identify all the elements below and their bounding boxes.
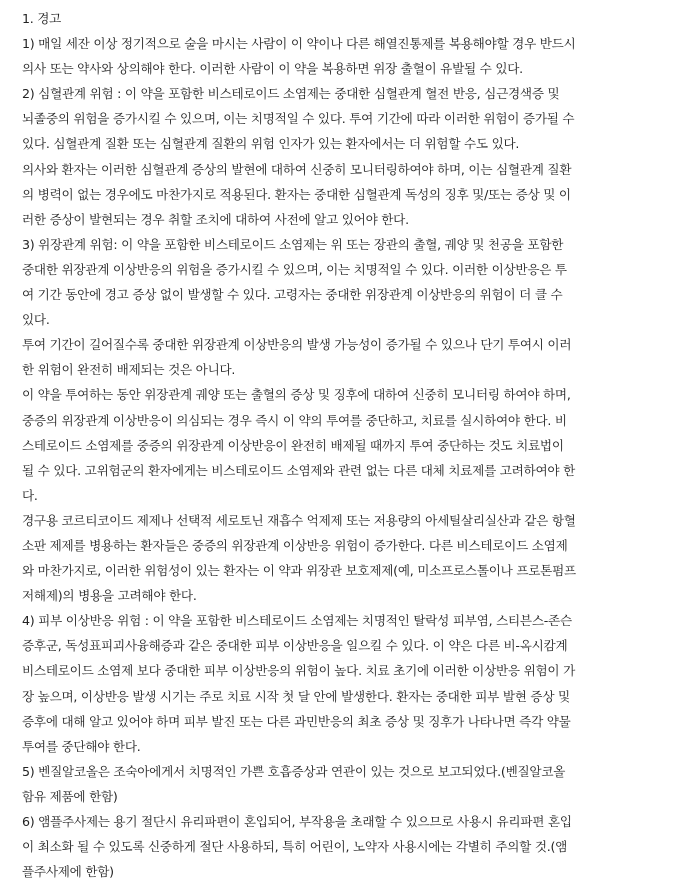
text-line: 4) 피부 이상반응 위험 : 이 약을 포함한 비스테로이드 소염제는 치명적인 탈락성 피부염, 스티븐스-존슨 [22,613,572,629]
text-line: 한 위험이 완전히 배제되는 것은 아니다. [22,362,236,378]
text-line: 여 기간 동안에 경고 증상 없이 발생할 수 있다. 고령자는 중대한 위장관계 이상반응의 위험이 더 클 수 [22,287,563,303]
text-line: 투여를 중단해야 한다. [22,738,141,754]
text-line: 의사와 환자는 이러한 심혈관계 증상의 발현에 대하여 신중히 모니터링하여야 하며, 이는 심혈관계 질환 [22,161,572,177]
text-line: 저해제)의 병용을 고려해야 한다. [22,588,197,604]
text-line: 의사 또는 약사와 상의해야 한다. 이러한 사람이 이 약을 복용하면 위장 출혈이 유발될 수 있다. [22,61,523,77]
text-line: 중대한 위장관계 이상반응의 위험을 증가시킬 수 있으며, 이는 치명적일 수 있다. 이러한 이상반응은 투 [22,261,567,277]
text-line: 러한 증상이 발현되는 경우 취할 조치에 대하여 사전에 알고 있어야 한다. [22,211,409,227]
text-line: 의 병력이 없는 경우에도 마찬가지로 적용된다. 환자는 중대한 심혈관계 독성의 징후 및/또는 증상 및 이 [22,186,571,202]
text-line: 플주사제에 한함) [22,864,114,880]
text-line: 증후군, 독성표피괴사융해증과 같은 중대한 피부 이상반응을 일으킬 수 있다. 이 약은 다른 비-옥시캄계 [22,638,568,654]
text-line: 소판 제제를 병용하는 환자들은 중증의 위장관계 이상반응 위험이 증가한다. 다른 비스테로이드 소염제 [22,537,568,553]
text-line: 투여 기간이 길어질수록 중대한 위장관계 이상반응의 발생 가능성이 증가될 수 있으나 단기 투여시 이러 [22,337,572,353]
text-line: 2) 심혈관계 위험 : 이 약을 포함한 비스테로이드 소염제는 중대한 심혈관계 혈전 반응, 심근경색증 및 [22,86,560,102]
section-heading: 1. 경고 [22,11,62,26]
text-line: 경구용 코르티코이드 제제나 선택적 세로토닌 재흡수 억제제 또는 저용량의 아세틸살리실산과 같은 항혈 [22,512,576,528]
text-line: 중증의 위장관계 이상반응이 의심되는 경우 즉시 이 약의 투여를 중단하고, 치료를 실시하여야 한다. 비 [22,412,567,428]
text-line: 와 마찬가지로, 이러한 위험성이 있는 환자는 이 약과 위장관 보호제제(예, 미소프로스톨이나 프로톤펌프 [22,563,576,579]
text-line: 함유 제품에 한함) [22,788,118,804]
text-line: 비스테로이드 소염제 보다 중대한 피부 이상반응의 위험이 높다. 치료 초기에 이러한 이상반응 위험이 가 [22,663,575,679]
text-line: 스테로이드 소염제를 중증의 위장관계 이상반응이 완전히 배제될 때까지 투여 중단하는 것도 치료법이 [22,437,564,453]
text-line: 1) 매일 세잔 이상 정기적으로 술을 마시는 사람이 이 약이나 다른 해열진통제를 복용해야할 경우 반드시 [22,36,576,52]
text-line: 장 높으며, 이상반응 발생 시기는 주로 치료 시작 첫 달 안에 발생한다. 환자는 중대한 피부 발현 증상 및 [22,688,570,704]
text-line: 6) 앰플주사제는 용기 절단시 유리파편이 혼입되어, 부작용을 초래할 수 있으므로 사용시 유리파편 혼입 [22,814,572,829]
text-line: 다. [22,487,38,503]
text-line: 5) 벤질알코올은 조숙아에게서 치명적인 가쁜 호흡증상과 연관이 있는 것으로 보고되었다.(벤질알코올 [22,763,566,779]
text-line: 될 수 있다. 고위험군의 환자에게는 비스테로이드 소염제와 관련 없는 다른 대체 치료제를 고려하여야 한 [22,462,575,478]
text-line: 이 최소화 될 수 있도록 신중하게 절단 사용하되, 특히 어린이, 노약자 사용시에는 각별히 주의할 것.(앰 [22,839,568,855]
text-line: 3) 위장관계 위험: 이 약을 포함한 비스테로이드 소염제는 위 또는 장관의 출혈, 궤양 및 천공을 포함한 [22,236,564,252]
text-line: 이 약을 투여하는 동안 위장관계 궤양 또는 출혈의 증상 및 징후에 대하여 신중히 모니터링 하여야 하며, [22,387,571,403]
text-line: 뇌졸중의 위험을 증가시킬 수 있으며, 이는 치명적일 수 있다. 투여 기간에 따라 이러한 위험이 증가될 수 [22,111,575,127]
text-line: 있다. 심혈관계 질환 또는 심혈관계 질환의 위험 인자가 있는 환자에서는 더 위험할 수도 있다. [22,136,520,152]
text-line: 증후에 대해 알고 있어야 하며 피부 발진 또는 다른 과민반응의 최초 증상 및 징후가 나타나면 즉각 약물 [22,713,571,729]
text-line: 있다. [22,312,50,328]
